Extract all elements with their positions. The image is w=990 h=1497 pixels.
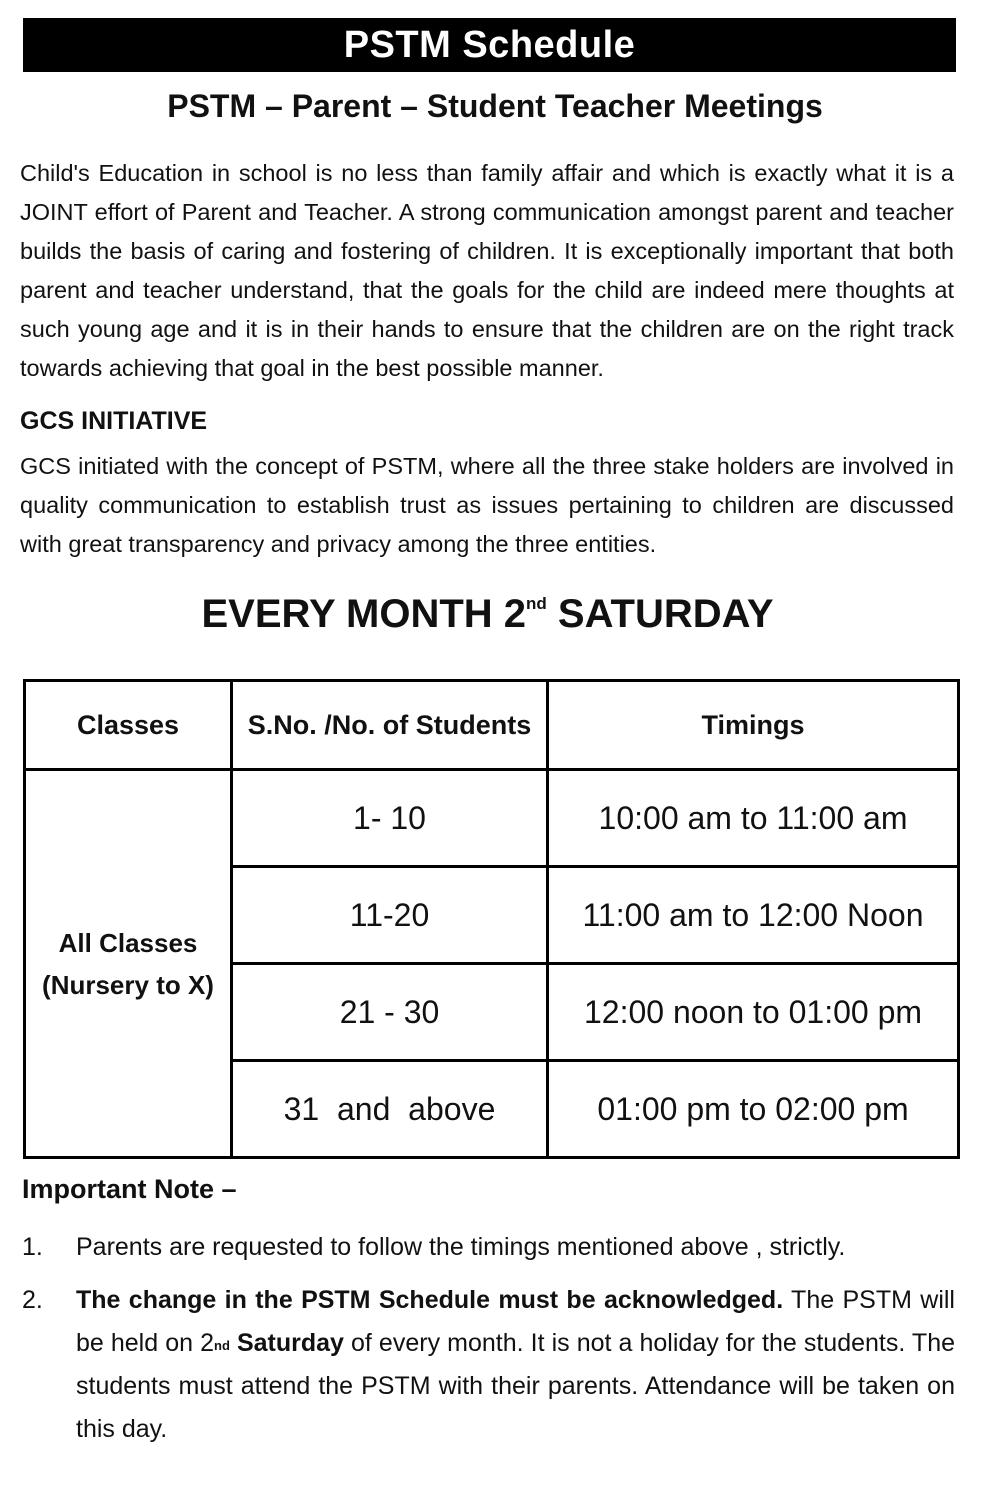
timing-cell: 10:00 am to 11:00 am <box>548 770 959 867</box>
note-item-2 <box>22 1279 955 1451</box>
note-text-a: The PSTM will be held on 2 <box>76 1286 955 1357</box>
page-subtitle: PSTM – Parent – Student Teacher Meetings <box>167 88 823 124</box>
note-text: Parents are requested to follow the timings mentioned above , strictly. <box>76 1233 846 1261</box>
initiative-paragraph: GCS initiated with the concept of PSTM, where all the three stake holders are involved in quality communication to establish trust as issues pertaining to children are discussed with great transparency and privacy among the three entities. <box>20 453 954 557</box>
students-cell: 21 - 30 <box>232 964 548 1061</box>
page-title: PSTM Schedule <box>23 18 956 72</box>
table-row <box>25 770 959 867</box>
schedule-heading-before: EVERY MONTH 2 <box>201 592 527 636</box>
note-text <box>76 1279 955 1451</box>
schedule-heading-sup: nd <box>526 594 547 613</box>
note-item-1 <box>22 1226 955 1269</box>
note-sup: nd <box>214 1338 230 1353</box>
students-cell: 11-20 <box>232 867 548 964</box>
schedule-heading-after: SATURDAY <box>546 592 774 636</box>
intro-paragraph: Child's Education in school is no less than family affair and which is exactly what it is a JOINT effort of Parent and Teacher. A strong communication amongst parent and teacher builds the basis of caring and fostering of children. It is exceptionally important that both parent and teacher understand, that the goals for the child are indeed mere thoughts at such young age and it is in their hands to ensure that the children are on the right track towards achieving that goal in the best possible manner. <box>20 160 954 381</box>
classes-line-2: (Nursery to X) <box>42 969 214 1000</box>
column-header-timings: Timings <box>548 681 959 770</box>
note-bold-mid: Saturday <box>229 1329 344 1357</box>
notes-heading: Important Note – <box>22 1174 237 1204</box>
table-header-row <box>25 681 959 770</box>
column-header-classes: Classes <box>25 681 232 770</box>
timing-cell: 11:00 am to 12:00 Noon <box>548 867 959 964</box>
timing-cell: 12:00 noon to 01:00 pm <box>548 964 959 1061</box>
schedule-table <box>23 679 960 1159</box>
schedule-heading <box>0 592 975 637</box>
note-bold-lead: The change in the PSTM Schedule must be acknowledged. <box>76 1286 784 1314</box>
note-text-b: of every month. It is not a holiday for the students. The students must attend the PSTM with their parents. Attendance will be taken on this day. <box>76 1329 956 1443</box>
students-cell: 31 and above <box>232 1061 548 1158</box>
note-number: 1. <box>22 1233 43 1261</box>
timing-cell: 01:00 pm to 02:00 pm <box>548 1061 959 1158</box>
classes-cell <box>25 770 232 1158</box>
classes-line-1: All Classes <box>58 927 198 958</box>
initiative-heading: GCS INITIATIVE <box>20 407 208 435</box>
students-cell: 1- 10 <box>232 770 548 867</box>
column-header-students: S.No. /No. of Students <box>232 681 548 770</box>
note-number: 2. <box>22 1286 43 1314</box>
